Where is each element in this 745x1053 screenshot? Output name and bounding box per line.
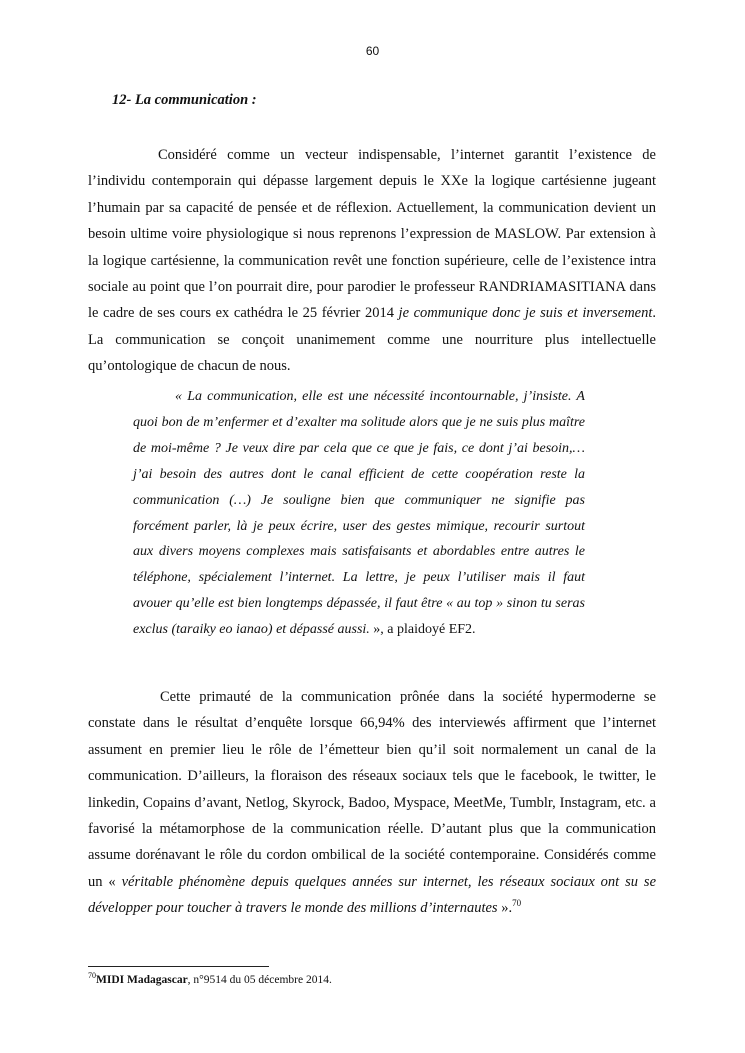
footnote-source: MIDI Madagascar: [96, 974, 188, 986]
paragraph-1-text-a: Considéré comme un vecteur indispensable, l’internet garantit l’existence de l’individu contemporain qui dépasse largement depuis le XXe la logique cartésienne jugeant l’humain par sa capacité de pensée et de réflexion. Actuellement, la communication devient un besoin ultime voire physiologique si nous reprenons l’expression de MASLOW. Par extension à la logique cartésienne, la communication revêt une fonction supérieure, celle de l’existence intra sociale au point que l’on pourrait dire, pour parodier le professeur RANDRIAMASITIANA dans le cadre de ses cours ex cathédra le 25 février 2014: [88, 147, 656, 322]
quote-attribution: », a plaidoyé EF2.: [369, 622, 476, 638]
paragraph-2-text-a: Cette primauté de la communication prônée dans la société hypermoderne se constate dans le résultat d’enquête lorsque 66,94% des interviewés affirment que l’internet assument en premier lieu le rôle de l’émetteur bien qu’il soit normalement un canal de la communication. D’ailleurs, la floraison des réseaux sociaux tels que le facebook, le twitter, le linkedin, Copains d’avant, Netlog, Skyrock, Badoo, Myspace, MeetMe, Tumblr, Instagram, etc. a favorisé la métamorphose de la communication réelle. D’autant plus que la communication assume dorénavant le rôle du cordon ombilical de la société contemporaine. Considérés comme un «: [88, 689, 656, 890]
paragraph-1-italic: je communique donc je suis et inversement: [398, 305, 653, 322]
footnote-detail: , n°9514 du 05 décembre 2014.: [187, 974, 332, 986]
footnote-divider: [88, 966, 269, 967]
paragraph-1-text-b: . La communication se conçoit unanimement comme une nourriture plus intellectuelle qu’ontologique de chacun de nous.: [88, 305, 657, 375]
footnote-reference[interactable]: 70: [512, 898, 522, 909]
quote-text: « La communication, elle est une nécessité incontournable, j’insiste. A quoi bon de m’enfermer et d’exalter ma solitude alors que je ne suis plus maître de moi-même ? Je veux dire par cela que ce que je fais, ce dont j’ai besoin,… j’ai besoin des autres dont le canal efficient de cette coopération reste la communication (…) Je souligne bien que communiquer ne signifie pas forcément parler, là je peux écrire, user des gestes mimique, recourir surtout aux divers moyens complexes mais satisfaisants et abordables entre autres le téléphone, spécialement l’internet. La lettre, je peux l’utiliser mais il faut avouer qu’elle est bien longtemps dépassée, il faut être « au top » sinon tu seras exclus (taraiky eo ianao) et dépassé aussi.: [133, 389, 585, 638]
paragraph-2-italic: véritable phénomène depuis quelques années sur internet, les réseaux sociaux ont su se développer pour toucher à travers le monde des millions d’internautes: [88, 873, 657, 917]
page-number: 60: [365, 44, 380, 58]
paragraph-1: [88, 142, 656, 380]
block-quote: [133, 384, 585, 643]
footnote: [88, 971, 332, 986]
footnote-number: 70: [88, 971, 96, 980]
section-heading: 12- La communication :: [112, 92, 257, 108]
paragraph-2-text-b: ».: [497, 900, 513, 917]
paragraph-2: [88, 684, 656, 922]
